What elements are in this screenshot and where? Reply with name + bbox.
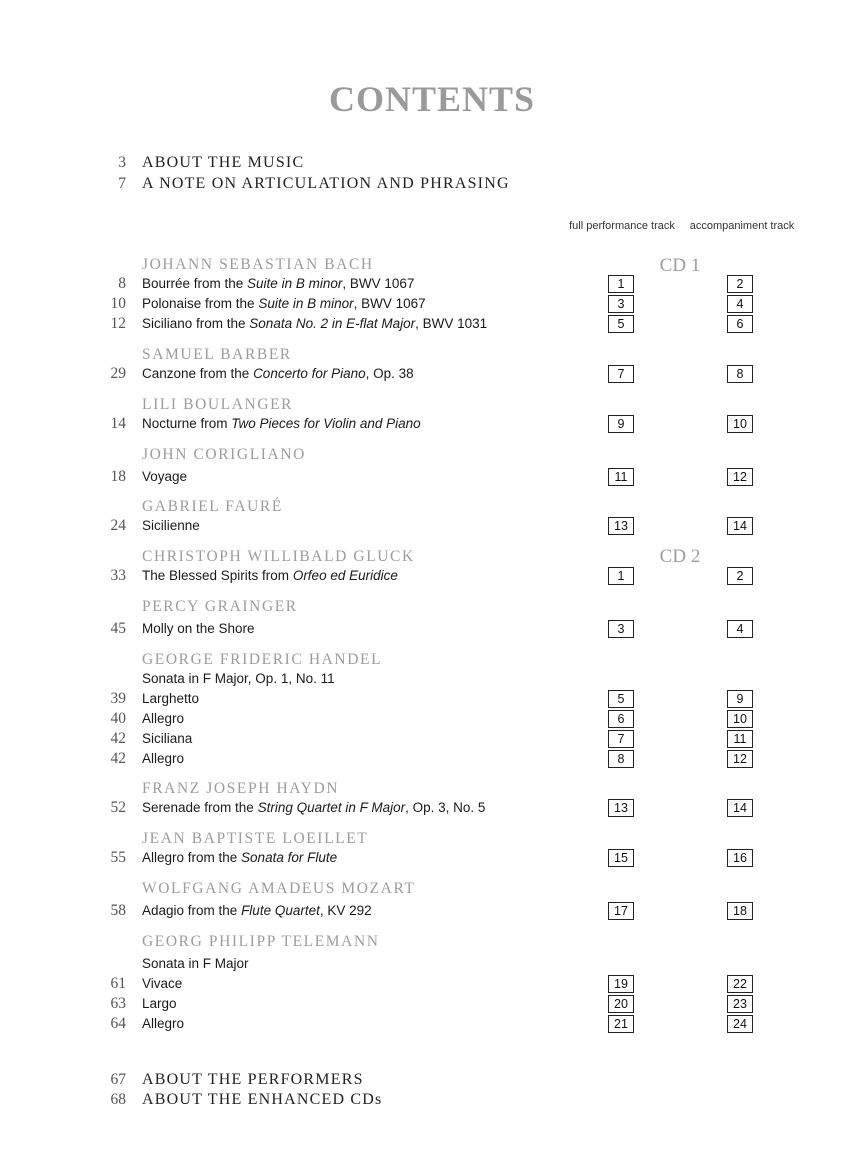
piece-title[interactable]	[142, 366, 414, 381]
piece-title-text: Adagio from the	[142, 903, 242, 918]
piece-title-text: Nocturne from	[142, 416, 232, 431]
piece-title-text: Sicilienne	[142, 518, 200, 533]
page-number: 67	[110, 1071, 126, 1088]
page-number: 61	[110, 975, 126, 992]
piece-title[interactable]	[142, 903, 372, 918]
full-performance-track-number[interactable]: 5	[608, 690, 634, 708]
piece-title[interactable]	[142, 1016, 184, 1031]
piece-title[interactable]	[142, 691, 199, 706]
page-number: 39	[110, 690, 126, 707]
piece-title-text: Siciliana	[142, 731, 193, 746]
accompaniment-track-number[interactable]: 14	[727, 799, 753, 817]
composer-heading: GEORGE FRIDERIC HANDEL	[142, 651, 383, 668]
composer-heading: JOHN CORIGLIANO	[142, 446, 306, 463]
piece-title-text: Serenade from the	[142, 800, 258, 815]
piece-title[interactable]	[142, 996, 177, 1011]
piece-title[interactable]	[142, 671, 335, 686]
piece-title-text: Allegro	[142, 1016, 185, 1031]
accompaniment-track-number[interactable]: 24	[727, 1015, 753, 1033]
page-number: 45	[110, 620, 126, 637]
piece-title-text: The Blessed Spirits from	[142, 568, 293, 583]
catalog-number: , BWV 1067	[353, 296, 426, 311]
cd-label-1: CD 1	[659, 255, 701, 276]
piece-title[interactable]	[142, 976, 182, 991]
piece-title-text: Voyage	[142, 469, 188, 484]
accompaniment-track-number[interactable]: 18	[727, 902, 753, 920]
accompaniment-track-number[interactable]: 22	[727, 975, 753, 993]
full-performance-track-number[interactable]: 11	[608, 468, 634, 486]
accompaniment-track-number[interactable]: 6	[727, 315, 753, 333]
page-number: 68	[110, 1091, 126, 1108]
piece-title-text: Larghetto	[142, 691, 200, 706]
full-performance-track-number[interactable]: 15	[608, 849, 634, 867]
page-number: 42	[110, 750, 126, 767]
page-number: 10	[110, 295, 126, 312]
full-performance-track-number[interactable]: 7	[608, 730, 634, 748]
composer-heading: JEAN BAPTISTE LOEILLET	[142, 830, 369, 847]
work-title-italic: Sonata for Flute	[241, 850, 338, 865]
piece-title[interactable]	[142, 568, 398, 583]
full-performance-track-number[interactable]: 3	[608, 295, 634, 313]
composer-heading: SAMUEL BARBER	[142, 346, 292, 363]
piece-title-text: Canzone from the	[142, 366, 254, 381]
toc-entry-performers[interactable]: ABOUT THE PERFORMERS	[142, 1071, 364, 1088]
catalog-number: , KV 292	[319, 903, 372, 918]
piece-title-text: Sonata in F Major, Op. 1, No. 11	[142, 671, 335, 686]
accompaniment-track-number[interactable]: 14	[727, 517, 753, 535]
piece-title-text: Molly on the Shore	[142, 621, 255, 636]
full-performance-track-number[interactable]: 20	[608, 995, 634, 1013]
piece-title-text: Polonaise from the	[142, 296, 259, 311]
piece-title[interactable]	[142, 800, 485, 815]
piece-title-text: Allegro from the	[142, 850, 242, 865]
accompaniment-track-number[interactable]: 9	[727, 690, 753, 708]
toc-entry-enhanced-cds[interactable]: ABOUT THE ENHANCED CDs	[142, 1091, 383, 1108]
page-number: 8	[118, 275, 126, 292]
piece-title[interactable]	[142, 518, 200, 533]
catalog-number: , Op. 38	[365, 366, 414, 381]
full-performance-track-number[interactable]: 9	[608, 415, 634, 433]
full-performance-track-number[interactable]: 3	[608, 620, 634, 638]
full-performance-track-number[interactable]: 13	[608, 517, 634, 535]
full-performance-track-number[interactable]: 19	[608, 975, 634, 993]
page-number: 7	[118, 175, 126, 192]
full-performance-track-number[interactable]: 21	[608, 1015, 634, 1033]
page-number: 40	[110, 710, 126, 727]
toc-entry-articulation[interactable]: A NOTE ON ARTICULATION AND PHRASING	[142, 175, 510, 192]
work-title-italic: Suite in B minor	[258, 296, 354, 311]
composer-heading: LILI BOULANGER	[142, 396, 294, 413]
full-performance-track-number[interactable]: 5	[608, 315, 634, 333]
composer-heading: GEORG PHILIPP TELEMANN	[142, 933, 380, 950]
work-title-italic: Sonata No. 2 in E-flat Major	[249, 316, 416, 331]
piece-title-text: Allegro	[142, 711, 185, 726]
column-header-accompaniment: accompaniment track	[689, 220, 795, 232]
page-number: 58	[110, 902, 126, 919]
accompaniment-track-number[interactable]: 16	[727, 849, 753, 867]
composer-heading: FRANZ JOSEPH HAYDN	[142, 780, 340, 797]
full-performance-track-number[interactable]: 13	[608, 799, 634, 817]
full-performance-track-number[interactable]: 8	[608, 750, 634, 768]
piece-title[interactable]	[142, 751, 184, 766]
piece-title-text: Bourrée from the	[142, 276, 248, 291]
piece-title-text: Largo	[142, 996, 177, 1011]
accompaniment-track-number[interactable]: 2	[727, 275, 753, 293]
page-number: 3	[118, 154, 126, 171]
piece-title[interactable]	[142, 850, 337, 865]
page-number: 14	[110, 415, 126, 432]
accompaniment-track-number[interactable]: 23	[727, 995, 753, 1013]
accompaniment-track-number[interactable]: 4	[727, 620, 753, 638]
column-header-full-performance: full performance track	[569, 220, 675, 232]
composer-heading: GABRIEL FAURÉ	[142, 498, 283, 515]
piece-title-text: Siciliano from the	[142, 316, 250, 331]
piece-title-text: Allegro	[142, 751, 185, 766]
piece-title[interactable]	[142, 316, 487, 331]
accompaniment-track-number[interactable]: 11	[727, 730, 753, 748]
piece-title[interactable]	[142, 276, 414, 291]
work-title-italic: String Quartet in F Major	[257, 800, 406, 815]
accompaniment-track-number[interactable]: 2	[727, 567, 753, 585]
catalog-number: , BWV 1031	[415, 316, 488, 331]
piece-title-text: Vivace	[142, 976, 183, 991]
work-title-italic: Concerto for Piano	[253, 366, 366, 381]
composer-heading: WOLFGANG AMADEUS MOZART	[142, 880, 416, 897]
accompaniment-track-number[interactable]: 10	[727, 415, 753, 433]
page-number: 55	[110, 849, 126, 866]
page-number: 42	[110, 730, 126, 747]
full-performance-track-number[interactable]: 1	[608, 275, 634, 293]
accompaniment-track-number[interactable]: 12	[727, 468, 753, 486]
catalog-number: , BWV 1067	[342, 276, 415, 291]
page-number: 24	[110, 517, 126, 534]
piece-title[interactable]	[142, 621, 255, 636]
piece-title[interactable]	[142, 296, 426, 311]
work-title-italic: Two Pieces for Violin and Piano	[231, 416, 421, 431]
page-number: 52	[110, 799, 126, 816]
page-number: 18	[110, 468, 126, 485]
accompaniment-track-number[interactable]: 12	[727, 750, 753, 768]
piece-title[interactable]	[142, 711, 184, 726]
work-title-italic: Suite in B minor	[247, 276, 343, 291]
page-title: CONTENTS	[328, 79, 536, 119]
composer-heading: CHRISTOPH WILLIBALD GLUCK	[142, 548, 415, 565]
catalog-number: , Op. 3, No. 5	[405, 800, 486, 815]
toc-entry-about-music[interactable]: ABOUT THE MUSIC	[142, 154, 305, 171]
piece-title[interactable]	[142, 416, 421, 431]
cd-label-2: CD 2	[659, 546, 701, 567]
full-performance-track-number[interactable]: 17	[608, 902, 634, 920]
page-number: 29	[110, 365, 126, 382]
full-performance-track-number[interactable]: 6	[608, 710, 634, 728]
accompaniment-track-number[interactable]: 4	[727, 295, 753, 313]
full-performance-track-number[interactable]: 1	[608, 567, 634, 585]
work-title-italic: Flute Quartet	[241, 903, 320, 918]
full-performance-track-number[interactable]: 7	[608, 365, 634, 383]
accompaniment-track-number[interactable]: 8	[727, 365, 753, 383]
work-title-italic: Orfeo ed Euridice	[292, 568, 398, 583]
page-number: 64	[110, 1015, 126, 1032]
piece-title-text: Sonata in F Major	[142, 956, 249, 971]
piece-title[interactable]	[142, 956, 249, 971]
composer-heading: PERCY GRAINGER	[142, 598, 298, 615]
accompaniment-track-number[interactable]: 10	[727, 710, 753, 728]
page-number: 33	[110, 567, 126, 584]
composer-heading: JOHANN SEBASTIAN BACH	[142, 256, 374, 273]
page-number: 63	[110, 995, 126, 1012]
page-number: 12	[110, 315, 126, 332]
piece-title[interactable]	[142, 469, 187, 484]
piece-title[interactable]	[142, 731, 192, 746]
